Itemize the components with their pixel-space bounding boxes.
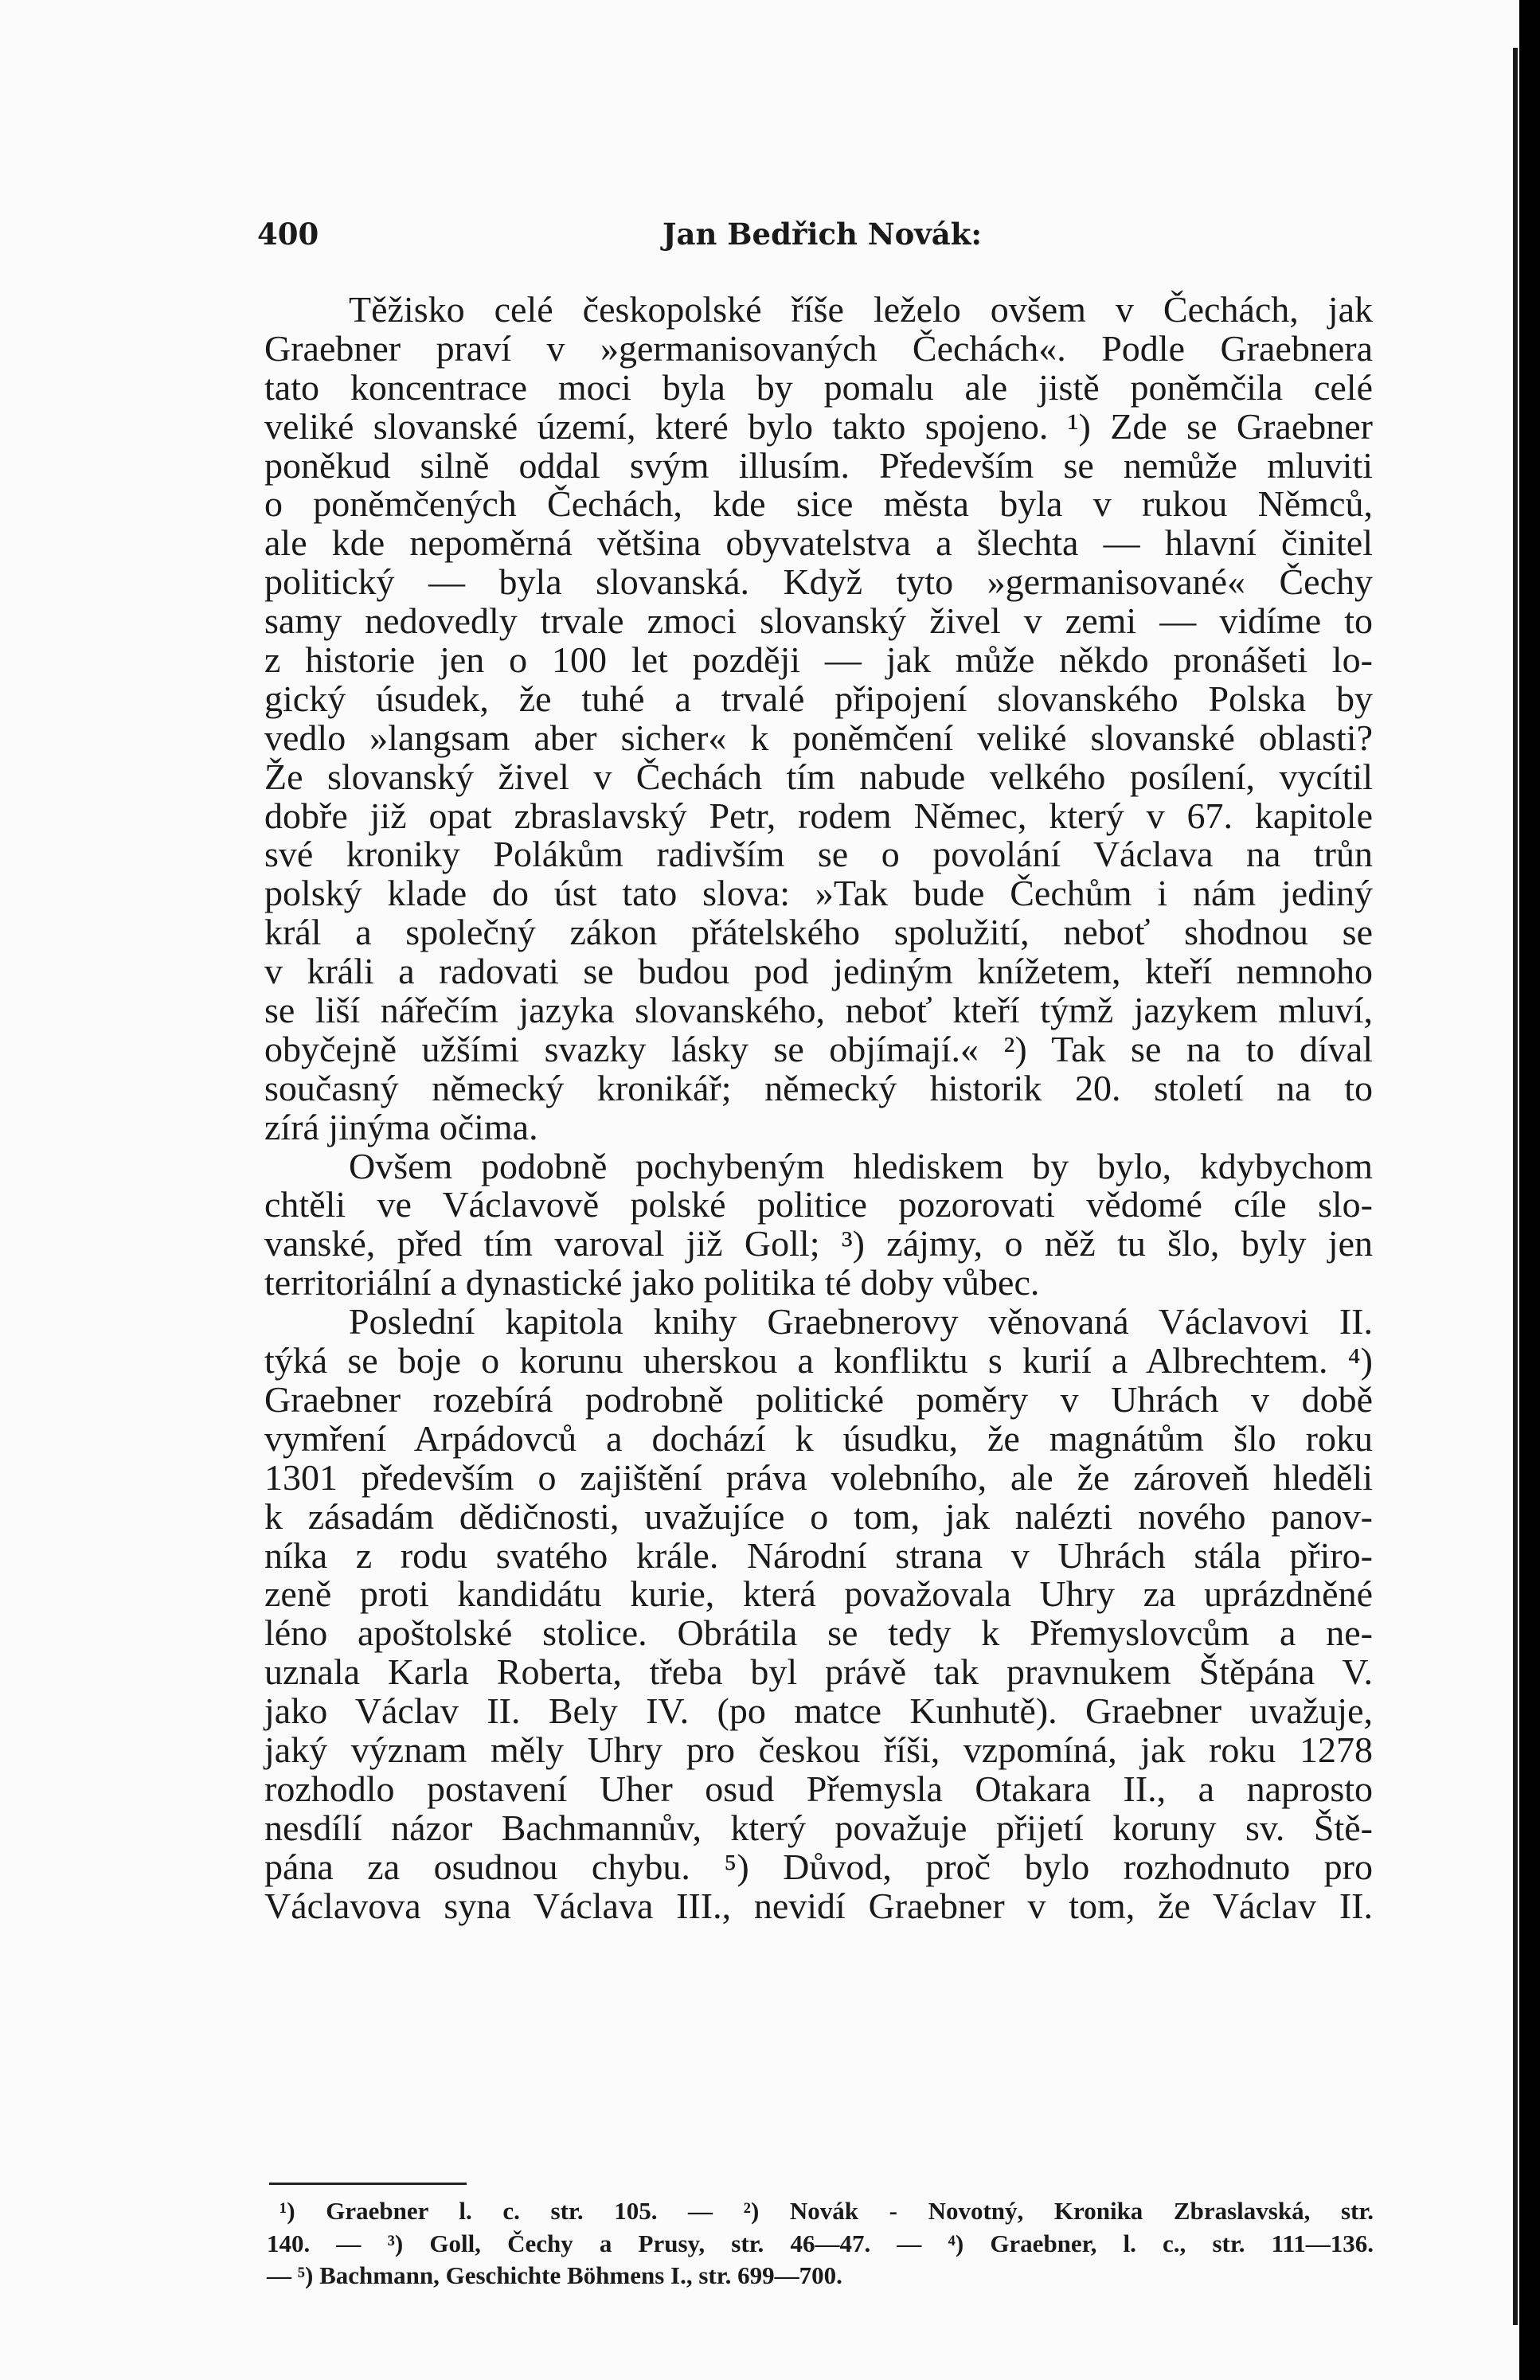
footnote-divider (269, 2183, 467, 2185)
text-line: zírá jinýma očima. (264, 1106, 538, 1147)
text-line: Těžisko celé českopolské říše leželo ovšem v Čechách, jak (349, 289, 1373, 330)
text-line: vanské, před tím varoval již Goll; ³) zájmy, o něž tu šlo, byly jen (264, 1223, 1373, 1264)
text-line: pána za osudnou chybu. ⁵) Důvod, proč bylo rozhodnuto pro (264, 1846, 1373, 1887)
text-line: níka z rodu svatého krále. Národní strana v Uhrách stála přiro- (264, 1534, 1373, 1576)
text-line: léno apoštolské stolice. Obrátila se tedy k Přemyslovcům a ne- (264, 1612, 1373, 1654)
text-line: v králi a radovati se budou pod jediným knížetem, kteří nemnoho (264, 951, 1373, 992)
running-head: Jan Bedřich Novák: (663, 217, 983, 252)
page-number: 400 (257, 217, 319, 252)
text-line: jako Václav II. Bely IV. (po matce Kunhutě). Graebner uvažuje, (264, 1690, 1373, 1732)
text-line: rozhodlo postavení Uher osud Přemysla Otakara II., a naprosto (264, 1768, 1373, 1809)
text-line: Ovšem podobně pochybeným hlediskem by bylo, kdybychom (349, 1145, 1373, 1186)
footnotes (267, 2195, 1374, 2292)
text-line: veliké slovanské území, které bylo takto spojeno. ¹) Zde se Graebner (264, 405, 1373, 447)
text-line: král a společný zákon přátelského spolužití, neboť shodnou se (264, 912, 1373, 953)
text-line: gický úsudek, že tuhé a trvalé připojení slovanského Polska by (264, 678, 1373, 719)
binding-edge (1513, 48, 1518, 2325)
text-line: chtěli ve Václavově polské politice pozorovati vědomé cíle slo- (264, 1184, 1373, 1225)
text-line: polský klade do úst tato slova: »Tak bude Čechům i nám jediný (264, 873, 1373, 914)
text-line: Graebner rozebírá podrobně politické poměry v Uhrách v době (264, 1378, 1373, 1420)
text-line: 1301 především o zajištění práva volebního, ale že zároveň hleděli (264, 1456, 1373, 1498)
body-text (264, 291, 1373, 1925)
text-line: obyčejně užšími svazky lásky se objímají.« ²) Tak se na to díval (264, 1028, 1373, 1069)
footnote-line: 140. — ³) Goll, Čechy a Prusy, str. 46—47. — ⁴) Graebner, l. c., str. 111—136. (267, 2229, 1374, 2257)
text-line: ale kde nepoměrná většina obyvatelstva a šlechta — hlavní činitel (264, 522, 1373, 564)
text-line: Václavova syna Václava III., nevidí Graebner v tom, že Václav II. (264, 1885, 1373, 1926)
text-line: o poněmčených Čechách, kde sice města byla v rukou Němců, (264, 483, 1373, 525)
text-line: Že slovanský živel v Čechách tím nabude velkého posílení, vycítil (264, 756, 1373, 797)
text-line: nesdílí názor Bachmannův, který považuje přijetí koruny sv. Ště- (264, 1807, 1373, 1848)
text-line: territoriální a dynastické jako politika té doby vůbec. (264, 1262, 1040, 1303)
text-line: současný německý kronikář; německý historik 20. století na to (264, 1067, 1373, 1108)
footnote-line: — ⁵) Bachmann, Geschichte Böhmens I., str. 699—700. (267, 2261, 842, 2289)
text-line: jaký význam měly Uhry pro českou říši, vzpomíná, jak roku 1278 (264, 1729, 1373, 1770)
text-line: se liší nářečím jazyka slovanského, neboť kteří týmž jazykem mluví, (264, 990, 1373, 1031)
text-line: své kroniky Polákům radivším se o povolání Václava na trůn (264, 834, 1373, 875)
footnote-line: ¹) Graebner l. c. str. 105. — ²) Novák - Novotný, Kronika Zbraslavská, str. (279, 2197, 1374, 2225)
text-line: k zásadám dědičnosti, uvažujíce o tom, jak nalézti nového panov- (264, 1495, 1373, 1537)
text-line: samy nedovedly trvale zmoci slovanský živel v zemi — vidíme to (264, 600, 1373, 642)
text-line: z historie jen o 100 let později — jak může někdo pronášeti lo- (264, 639, 1373, 681)
text-line: poněkud silně oddal svým illusím. Především se nemůže mluviti (264, 444, 1373, 486)
text-line: týká se boje o korunu uherskou a konfliktu s kurií a Albrechtem. ⁴) (264, 1340, 1373, 1381)
text-line: dobře již opat zbraslavský Petr, rodem Němec, který v 67. kapitole (264, 795, 1373, 836)
text-line: politický — byla slovanská. Když tyto »germanisované« Čechy (264, 561, 1373, 603)
text-line: tato koncentrace moci byla by pomalu ale jistě poněmčila celé (264, 366, 1373, 408)
text-line: Poslední kapitola knihy Graebnerovy věnovaná Václavovi II. (349, 1301, 1373, 1342)
text-line: vymření Arpádovců a dochází k úsudku, že magnátům šlo roku (264, 1417, 1373, 1459)
scan-border (1519, 0, 1540, 2380)
text-line: uznala Karla Roberta, třeba byl právě tak pravnukem Štěpána V. (264, 1651, 1373, 1693)
text-line: vedlo »langsam aber sicher« k poněmčení veliké slovanské oblasti? (264, 717, 1373, 758)
text-line: Graebner praví v »germanisovaných Čechách«. Podle Graebnera (264, 327, 1373, 369)
text-line: zeně proti kandidátu kurie, která považovala Uhry za uprázdněné (264, 1573, 1373, 1615)
